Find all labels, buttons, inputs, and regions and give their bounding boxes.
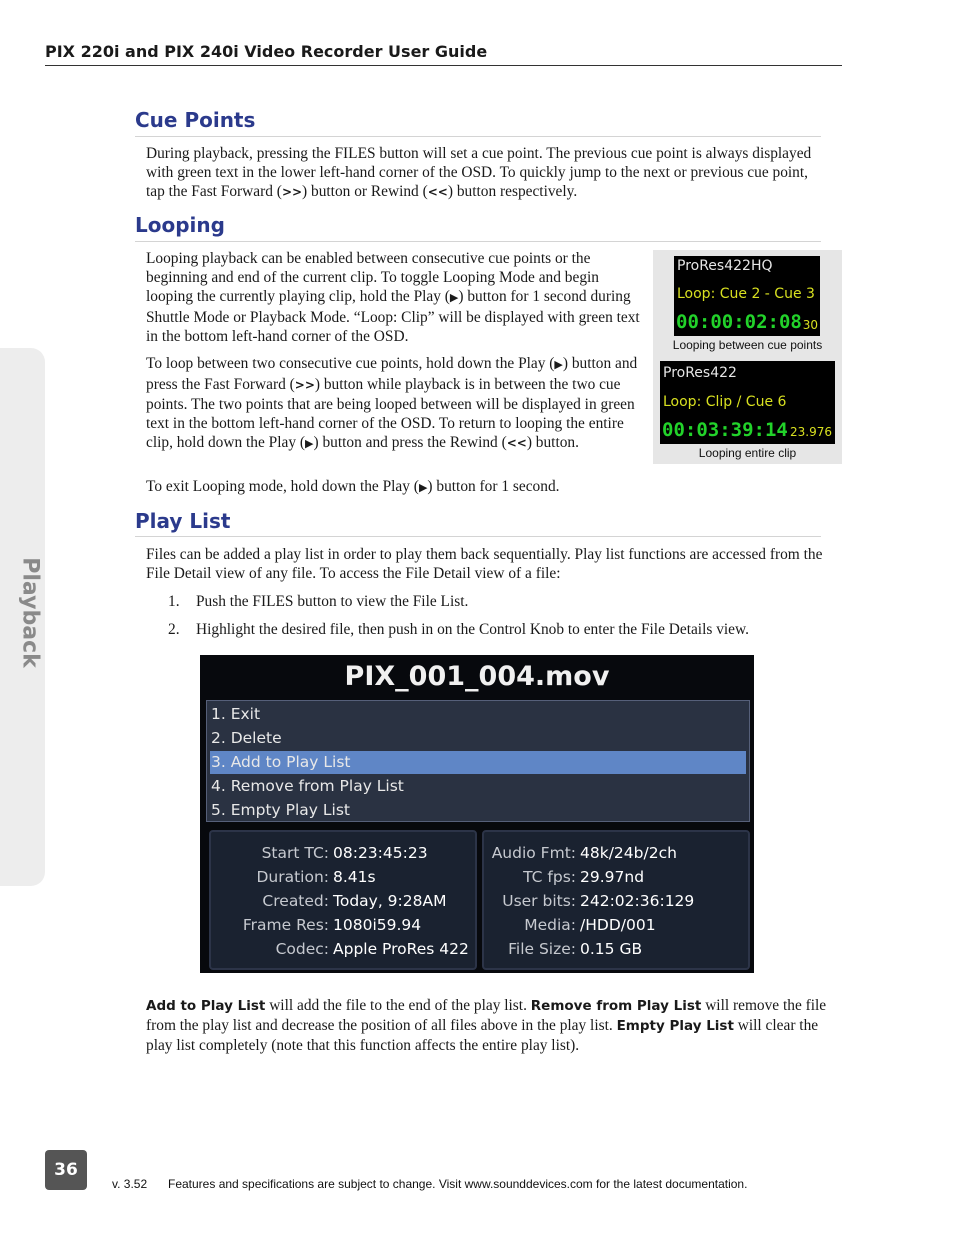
osd-image-cue-loop: [674, 256, 820, 336]
file-info-left: [209, 830, 477, 970]
info-row: Start TC: 08:23:45:23: [261, 844, 428, 862]
caption-clip-loop: Looping entire clip: [698, 446, 797, 460]
osd-frame-rate: 30: [802, 318, 818, 332]
menu-item-delete[interactable]: 2. Delete: [211, 729, 282, 747]
info-row: Frame Res: 1080i59.94: [242, 916, 422, 934]
cue-points-rule: [135, 136, 821, 137]
info-row: TC fps: 29.97nd: [523, 868, 645, 886]
play-icon: ▶: [418, 482, 428, 494]
file-detail-title: PIX_001_004.mov: [344, 661, 610, 692]
looping-paragraph-3: To exit Looping mode, hold down the Play (▶) button for 1 second.: [146, 478, 560, 495]
menu-item-remove-from-play-list[interactable]: 4. Remove from Play List: [211, 777, 404, 795]
osd-image-clip-loop: [660, 361, 835, 444]
info-row: Audio Fmt: 48k/24b/2ch: [491, 844, 677, 862]
list-item: 1. Push the FILES button to view the File List.: [168, 593, 469, 610]
file-detail-screenshot: [200, 655, 754, 973]
list-item: 2. Highlight the desired file, then push in on the Control Knob to enter the File Details view.: [168, 621, 749, 638]
footer-version: v. 3.52: [112, 1177, 148, 1191]
header-rule: [45, 65, 842, 66]
info-row: Media: /HDD/001: [524, 916, 656, 934]
menu-item-empty-play-list[interactable]: 5. Empty Play List: [211, 801, 350, 819]
osd-codec: ProRes422: [663, 365, 737, 381]
file-info-right: [482, 830, 750, 970]
cue-points-paragraph: During playback, pressing the FILES button will set a cue point. The previous cue point is always displayed with green text in the lower left-hand corner of the OSD. To quickly jump to the next or previous cue point, tap the Fast Forward (>>) button or Rewind (<<) button respectively.: [146, 145, 812, 200]
osd-loop-status: Loop: Cue 2 - Cue 3: [677, 286, 815, 302]
info-row: Duration: 8.41s: [256, 868, 376, 886]
menu-item-add-to-play-list[interactable]: 3. Add to Play List: [210, 751, 746, 774]
osd-figure-panel: [653, 250, 842, 464]
info-row: User bits: 242:02:36:129: [502, 892, 695, 910]
osd-timecode: 00:00:02:08: [676, 311, 802, 333]
info-row: Created: Today, 9:28AM: [262, 892, 447, 910]
play-list-rule: [135, 536, 821, 537]
caption-cue-loop: Looping between cue points: [672, 338, 823, 352]
heading-play-list: Play List: [135, 509, 231, 533]
osd-timecode: 00:03:39:14: [662, 419, 788, 441]
file-detail-menu: [206, 700, 750, 822]
info-row: File Size: 0.15 GB: [508, 940, 643, 958]
looping-paragraph-1: Looping playback can be enabled between consecutive cue points or the beginning and end of the current clip. To toggle Looping Mode and begin looping the currently playing clip, hold the Play (▶) button for 1 second during Shuttle Mode or Playback Mode. “Loop: Clip” will be displayed with green text in the bottom left-hand corner of the OSD.: [146, 250, 640, 345]
side-tab-label: Playback: [17, 557, 43, 668]
osd-loop-status: Loop: Clip / Cue 6: [663, 394, 787, 410]
play-icon: ▶: [554, 359, 563, 371]
footer-notice: Features and specifications are subject to change. Visit www.sounddevices.com for the latest documentation.: [168, 1177, 748, 1191]
play-icon: ▶: [305, 438, 314, 450]
osd-frame-rate: 23.976: [790, 425, 832, 439]
info-row: Codec: Apple ProRes 422: [275, 940, 469, 958]
page-number: 36: [45, 1150, 87, 1190]
menu-item-exit[interactable]: 1. Exit: [211, 705, 261, 723]
looping-paragraph-2: To loop between two consecutive cue points, hold down the Play (▶) button and press the Fast Forward (>>) button while playback is in between the two cue points. The two points that are being looped between will be displayed in green text in the bottom left-hand corner of the OSD. To return to looping the entire clip, hold down the Play (▶) button and press the Rewind (<<) button.: [146, 355, 638, 451]
running-header: PIX 220i and PIX 240i Video Recorder User Guide: [45, 42, 488, 61]
play-list-intro: Files can be added a play list in order to play them back sequentially. Play list functions are accessed from the File Detail view of any file. To access the File Detail view of a file:: [146, 546, 823, 582]
looping-rule: [135, 241, 821, 242]
osd-codec: ProRes422HQ: [677, 258, 773, 274]
heading-looping: Looping: [135, 213, 225, 237]
play-list-functions-paragraph: Add to Play List will add the file to the end of the play list. Remove from Play List will remove the file from the play list and decrease the position of all files above in the play list. Empty Play List will clear the play list completely (note that this function affects the entire play list).: [146, 997, 827, 1054]
heading-cue-points: Cue Points: [135, 108, 256, 132]
play-icon: ▶: [449, 292, 459, 304]
